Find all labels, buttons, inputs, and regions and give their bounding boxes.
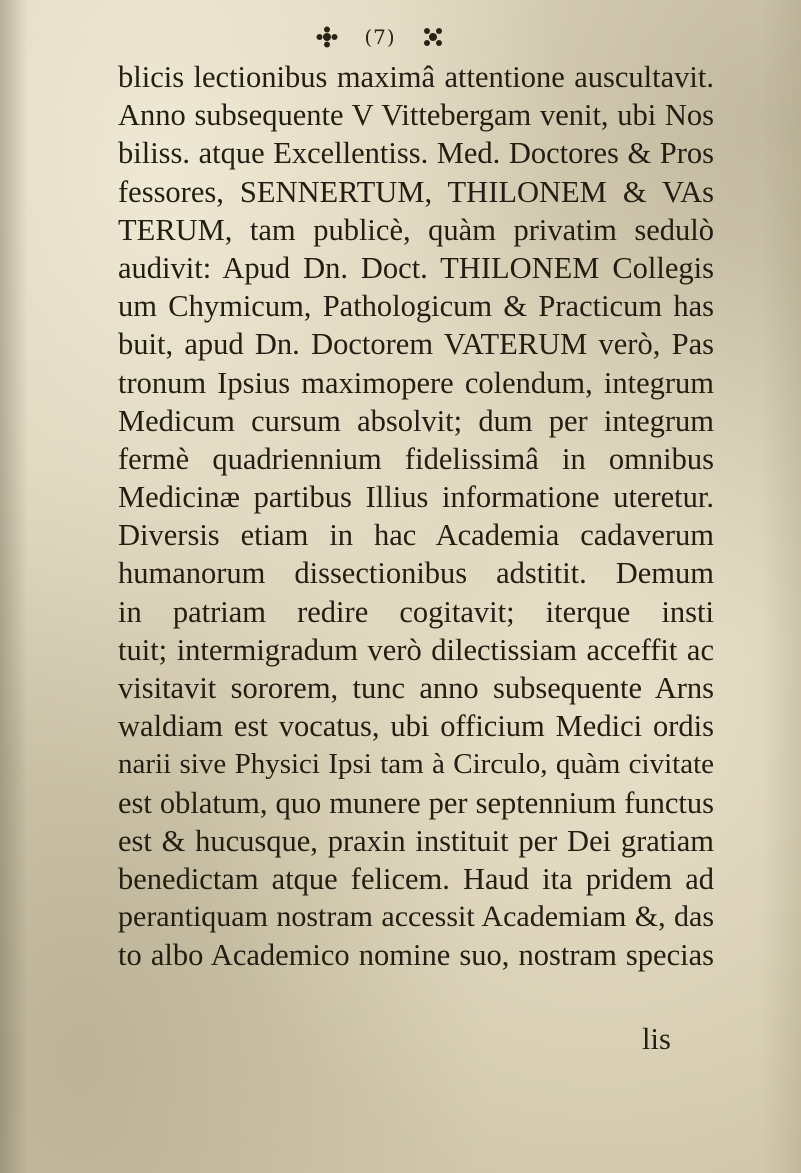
text-line: benedictam atque felicem. Haud ita pridem ad [118,861,714,896]
text-line: um Chymicum, Pathologicum & Practicum has [118,289,714,324]
text-line: TERUM, tam publicè, quàm privatim sedulò [118,212,714,247]
page-edge-highlight [761,0,801,1173]
body-text [118,58,714,975]
text-line: humanorum dissectionibus adstitit. Demum [118,556,714,591]
text-line: blicis lectionibus maximâ attentione auscultavit. [118,60,714,94]
text-line: biliss. atque Excellentiss. Med. Doctores & Pros [118,136,714,171]
text-line: Medicinæ partibus Illius informatione uteretur. [118,480,714,515]
text-line: waldiam est vocatus, ubi officium Medici ordis [118,709,714,744]
text-line: in patriam redire cogitavit; iterque insti [118,594,714,629]
fleuron-icon [422,26,444,48]
text-line: buit, apud Dn. Doctorem VATERUM verò, Pas [118,327,714,362]
text-line: fessores, SENNERTUM, THILONEM & VAs [118,174,714,209]
text-line: Diversis etiam in hac Academia cadaverum [118,518,714,553]
text-line: tuit; intermigradum verò dilectissiam acceffit ac [118,632,714,667]
text-line: fermè quadriennium fidelissimâ in omnibus [118,441,714,476]
text-line: perantiquam nostram accessit Academiam &, das [118,900,714,934]
text-line: visitavit sororem, tunc anno subsequente Arns [118,671,714,705]
page-header [230,20,530,54]
text-line: est oblatum, quo munere per septennium functus [118,785,714,820]
text-line: tronum Ipsius maximopere colendum, integrum [118,365,714,400]
catchword: lis [642,1022,671,1056]
fleuron-icon [316,26,338,48]
text-line: narii sive Physici Ipsi tam à Circulo, quàm civitate [118,748,714,781]
page-number: (7) [364,25,396,49]
text-line: Anno subsequente V Vittebergam venit, ubi Nos [118,98,714,133]
text-line: to albo Academico nomine suo, nostram specias [118,938,714,973]
text-line: audivit: Apud Dn. Doct. THILONEM Collegis [118,250,714,285]
text-line: est & hucusque, praxin instituit per Dei gratiam [118,823,714,858]
text-line: Medicum cursum absolvit; dum per integrum [118,403,714,438]
page-edge-shadow [0,0,28,1173]
